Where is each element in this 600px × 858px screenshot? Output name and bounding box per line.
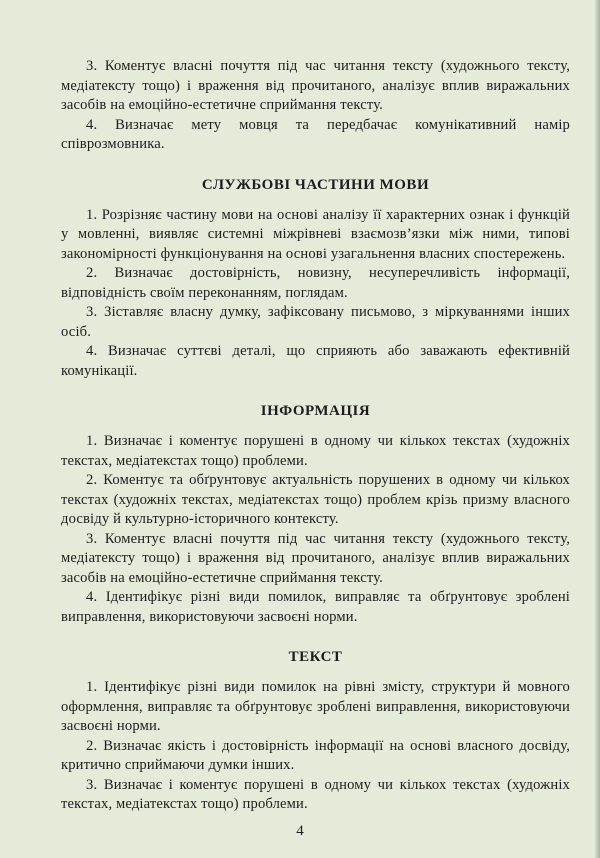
list-item: 3. Коментує власні почуття під час читання тексту (художнього тексту, медіатексту тощо) і враження від прочитаного, аналізує вплив виражальних засобів на емоційно-естетичне сприймання тексту.: [61, 530, 570, 586]
list-item: 2. Коментує та обґрунтовує актуальність порушених в одному чи кількох текстах (художніх текстах, медіатекстах тощо) проблем крізь призму власного досвіду й культурно-історичного контексту.: [61, 472, 570, 527]
list-item: 3. Визначає і коментує порушені в одному чи кількох текстах (художніх текстах, медіатекстах тощо) проблеми.: [61, 776, 570, 812]
page-edge-shadow: [594, 0, 600, 858]
list-item: 1. Розрізняє частину мови на основі аналізу її характерних ознак і функцій у мовленні, виявляє системні міжрівневі взаємозв’язки між ними, типові закономірності функціонування на основі узагальнення власних спостережень.: [61, 206, 570, 262]
intro-item-4: 4. Визначає мету мовця та передбачає комунікативний намір співрозмовника.: [61, 116, 570, 152]
intro-block: [61, 57, 570, 155]
section-heading-function-words: СЛУЖБОВІ ЧАСТИНИ МОВИ: [201, 176, 430, 193]
list-item: 4. Ідентифікує різні види помилок, виправляє та обґрунтовує зроблені виправлення, використовуючи засвоєні норми.: [61, 589, 570, 625]
intro-item-3: 3. Коментує власні почуття під час читання тексту (художнього тексту, медіатексту тощо) і враження від прочитаного, аналізує вплив виражальних засобів на емоційно-естетичне сприймання тексту.: [61, 58, 570, 113]
section-heading-information: ІНФОРМАЦІЯ: [260, 403, 371, 419]
list-item: 2. Визначає якість і достовірність інформації на основі власного досвіду, критично сприймаючи думки інших.: [61, 737, 570, 773]
list-item: 1. Ідентифікує різні види помилок на рівні змісту, структури й мовного оформлення, виправляє та обґрунтовує зроблені виправлення, використовуючи засвоєні норми.: [61, 679, 570, 734]
list-item: 4. Визначає суттєві деталі, що сприяють або заважають ефективній комунікації.: [61, 343, 570, 379]
section-information: [61, 432, 570, 627]
list-item: 1. Визначає і коментує порушені в одному чи кількох текстах (художніх текстах, медіатекстах тощо) проблеми.: [61, 433, 570, 469]
page-number: 4: [296, 823, 304, 839]
list-item: 2. Визначає достовірність, новизну, несуперечливість інформації, відповідність своїм переконанням, поглядам.: [61, 265, 570, 301]
list-item: 3. Зіставляє власну думку, зафіксовану письмово, з міркуваннями інших осіб.: [61, 304, 570, 340]
section-text: [61, 678, 570, 815]
section-function-words: [61, 206, 570, 382]
section-heading-text: ТЕКСТ: [288, 649, 343, 665]
